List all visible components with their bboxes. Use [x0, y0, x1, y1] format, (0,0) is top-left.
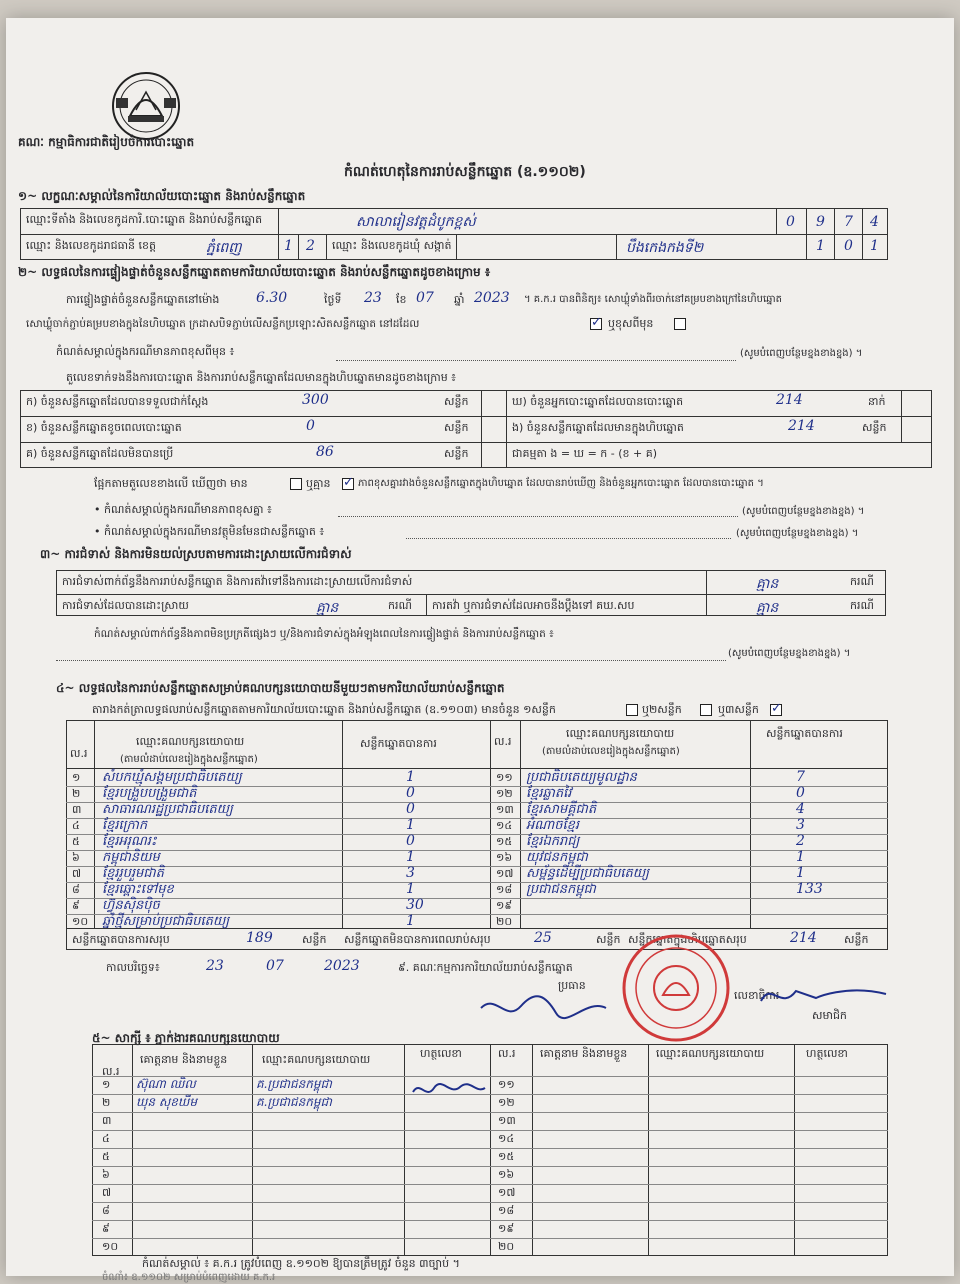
verify-time-label: ការផ្ទៀងផ្ទាត់ចំនួនសន្លឹកឆ្នោតនៅម៉ោង — [66, 293, 220, 306]
verify-text-1: ។ គ.ក.រ បានពិនិត្យ៖ សោឃ្លុំទាំងពីរចាក់នៅគម្របខាងក្រៅនៃហិបឆ្នោត — [524, 294, 782, 305]
member-label: សមាជិក — [812, 1009, 847, 1022]
committee-label: ៩. គណៈកម្មការការិយាល័យរាប់សន្លឹកឆ្នោត — [398, 961, 573, 974]
figures-intro: តួលេខទាក់ទងនឹងការបោះឆ្នោត និងការរាប់សន្លឹកឆ្នោតដែលមានក្នុងហិបឆ្នោតមានដូចខាងក្រោម ៖ — [66, 371, 457, 384]
diff-yes-checkbox[interactable] — [290, 478, 302, 490]
chair-label: ប្រធាន — [558, 979, 586, 992]
inbox-unit: សន្លឹក — [862, 421, 887, 434]
result-party-left: ខ្មែរអរុណរះ — [102, 834, 157, 849]
witness-col-name-right: គោត្តនាម និងនាមខ្លួន — [540, 1047, 628, 1060]
result-votes-right: 4 — [796, 801, 805, 817]
objection-value: គ្មាន — [756, 576, 779, 592]
unused-label: គ) ចំនួនសន្លឹកឆ្នោតដែលមិនបានប្រើ — [26, 447, 174, 460]
result-no-left: ៨ — [72, 883, 80, 896]
witness-col-party-right: ឈ្មោះគណបក្សនយោបាយ — [656, 1047, 765, 1060]
chair-signature — [476, 988, 616, 1028]
results-sheets-intro: តារាងកត់ត្រាលទ្ធផលរាប់សន្លឹកឆ្នោតតាមការិយាល័យបោះឆ្នោត និងរាប់សន្លឹកឆ្នោត (ឧ.១១០៣) មានចំនួន ១សន្លឹក — [92, 703, 556, 716]
result-votes-right: 2 — [796, 833, 805, 849]
unused-value: 86 — [316, 444, 334, 460]
received-unit: សន្លឹក — [444, 395, 469, 408]
result-votes-left: 0 — [406, 785, 415, 801]
witness-no-right: ១៦ — [498, 1168, 515, 1181]
result-votes-right: 1 — [796, 865, 805, 881]
result-votes-left: 1 — [406, 913, 415, 929]
witness-no-right: ១៩ — [498, 1222, 515, 1235]
location-value: សាលារៀនវត្តដំបូកខ្ពស់ — [356, 214, 476, 230]
received-value: 300 — [302, 392, 329, 408]
verify-text-2: សោឃ្លុំចាក់ភ្ជាប់គម្របខាងក្នុងនៃហិបឆ្នោត ក្រដាសបិទភ្ជាប់លើសន្លឹកប្រឡោះសិតសន្លឹកឆ្នោត នៅដដែល — [26, 318, 420, 330]
objection-label: ការជំទាស់ពាក់ព័ន្ធនឹងការរាប់សន្លឹកឆ្នោត និងការតវ៉ាទៅនឹងការដោះស្រាយលើការជំទាស់ — [62, 575, 413, 588]
witness-no-left: ២ — [102, 1096, 111, 1109]
result-votes-left: 0 — [406, 833, 415, 849]
result-party-left: ឆ្នាំថ្មីសម្រាប់ប្រជាធិបតេយ្យ — [102, 914, 230, 929]
diff-note: • កំណត់សម្គាល់ក្នុងករណីមានភាពខុសគ្នា ៖ — [94, 503, 272, 516]
year-label: ឆ្នាំ — [454, 293, 465, 306]
result-party-right: យុវជនកម្ពុជា — [526, 850, 588, 865]
appeal-label: ការតវ៉ា ឬការជំទាស់ដែលអាចនឹងប្តឹងទៅ គឃ.សប — [432, 599, 635, 612]
appeal-unit: ករណី — [850, 599, 874, 612]
col-party-right: ឈ្មោះគណបក្សនយោបាយ — [566, 727, 675, 740]
result-no-left: ១០ — [72, 915, 89, 928]
result-party-left: ខ្មែរឆ្ពោះទៅមុខ — [102, 882, 174, 897]
result-no-right: ១៥ — [496, 835, 513, 848]
objection-unit: ករណី — [850, 575, 874, 588]
witness-no-left: ៩ — [102, 1222, 110, 1235]
national-emblem-icon — [110, 70, 182, 142]
col-party-left: ឈ្មោះគណបក្សនយោបាយ — [136, 735, 245, 748]
resolved-unit: ករណី — [388, 599, 412, 612]
result-no-right: ១៦ — [496, 851, 513, 864]
result-no-right: ១៨ — [496, 883, 513, 896]
witness-no-right: ១៤ — [498, 1132, 515, 1145]
invalid-unit: សន្លឹក — [596, 933, 621, 946]
section3-heading: ៣~ ការជំទាស់ និងការមិនយល់ស្របតាមការដោះស្រាយលើការជំទាស់ — [40, 547, 352, 561]
diff-note-label: កំណត់សម្គាល់ក្នុងករណីមានភាពខុសពីមុន ៖ — [56, 345, 235, 358]
result-no-left: ៧ — [72, 867, 82, 880]
section5-heading: ៥~ សាក្សី ៖ ភ្នាក់ងារគណបក្សនយោបាយ — [92, 1031, 280, 1045]
month-label: ខែ — [396, 293, 407, 306]
diff-no-checkbox[interactable] — [342, 478, 354, 490]
three-sheets-checkbox[interactable] — [770, 704, 782, 716]
witness-no-left: ១ — [102, 1078, 111, 1091]
inbox-label: ង) ចំនួនសន្លឹកឆ្នោតដែលមានក្នុងហិបឆ្នោត — [512, 421, 684, 434]
commune-label: ឈ្មោះ និងលេខកូដឃុំ សង្កាត់ — [332, 239, 452, 252]
witness-no-left: ៣ — [102, 1114, 112, 1127]
result-party-right: ខ្មែរសាមគ្គីជាតិ — [526, 802, 597, 817]
result-votes-left: 0 — [406, 801, 415, 817]
day-label: ថ្ងៃទី — [324, 293, 342, 306]
box-total: 214 — [790, 930, 817, 946]
form-title: កំណត់ហេតុនៃការរាប់សន្លឹកឆ្នោត (ឧ.១១០២) — [344, 164, 586, 180]
witness-no-left: ៥ — [102, 1150, 110, 1163]
result-votes-right: 3 — [796, 817, 805, 833]
col-party-sub-left: (តាមលំដាប់លេខរៀងក្នុងសន្លឹកឆ្នោត) — [120, 754, 258, 765]
witness-col-no-left: ល.រ — [102, 1065, 120, 1078]
witness-no-left: ៨ — [102, 1204, 110, 1217]
resolved-label: ការជំទាស់ដែលបានដោះស្រាយ — [62, 599, 189, 612]
spoiled-label: ខ) ចំនួនសន្លឹកឆ្នោតខូចពេលបោះឆ្នោត — [26, 421, 182, 434]
result-party-right: ប្រជាធិបតេយ្យមូលដ្ឋាន — [526, 770, 637, 785]
result-no-left: ៦ — [72, 851, 80, 864]
one-sheet-checkbox[interactable] — [626, 704, 638, 716]
invalid-total: 25 — [534, 930, 552, 946]
witness-name: ឃុន សុខឃីម — [136, 1095, 197, 1109]
province-value: ភ្នំពេញ — [206, 240, 242, 256]
location-code-1: 0 — [786, 214, 795, 230]
voters-value: 214 — [776, 392, 803, 408]
date-day: 23 — [206, 958, 224, 974]
result-no-left: ១ — [72, 771, 81, 784]
appeal-value: គ្មាន — [756, 600, 779, 616]
ballot-count-form — [6, 18, 954, 1283]
date-month: 07 — [266, 958, 284, 974]
result-votes-left: 30 — [406, 897, 424, 913]
result-party-right: ខ្មែរឯករាជ្យ — [526, 834, 580, 849]
col-party-sub-right: (តាមលំដាប់លេខរៀងក្នុងសន្លឹកឆ្នោត) — [542, 746, 680, 757]
three-sheets-label: ឬ៣សន្លឹក — [718, 703, 759, 716]
province-code-1: 1 — [284, 238, 293, 254]
witness-col-no-right: ល.រ — [498, 1047, 516, 1060]
col-no-right: ល.រ — [494, 735, 512, 748]
witness-party: គ.ប្រជាជនកម្ពុជា — [256, 1077, 332, 1091]
result-no-left: ៣ — [72, 803, 82, 816]
voters-label: ឃ) ចំនួនអ្នកបោះឆ្នោតដែលបានបោះឆ្នោត — [512, 395, 684, 408]
col-votes-left: សន្លឹកឆ្នោតបានការ — [360, 737, 437, 750]
fill-note-2: (សូមបំពេញបន្ថែមខ្នងខាងខ្នង) ។ — [742, 506, 865, 517]
result-no-right: ១៤ — [496, 819, 513, 832]
bottom-note: ចំណាំ៖ ឧ.១១០២ សម្រាប់បំពេញដោយ គ.ក.រ — [102, 1272, 276, 1283]
irregularity-note: កំណត់សម្គាល់ពាក់ព័ន្ធនឹងភាពមិនប្រក្រតីផ្សេងៗ ឬ/និងការជំទាស់ក្នុងអំឡុងពេលនៃការផ្ទៀងផ្ទាត់ និងការរាប់សន្លឹកឆ្នោត ៖ — [94, 628, 554, 640]
foreign-object-note: • កំណត់សម្គាល់ក្នុងករណីមានវត្ថុមិនមែនជាសន្លឹកឆ្នោត ៖ — [94, 525, 325, 538]
result-party-left: ខ្មែរក្រោក — [102, 818, 148, 833]
commune-code-3: 1 — [870, 238, 879, 254]
result-votes-left: 1 — [406, 817, 415, 833]
witness-col-party-left: ឈ្មោះគណបក្សនយោបាយ — [262, 1053, 371, 1066]
verify-day: 23 — [364, 290, 382, 306]
result-no-right: ១២ — [496, 787, 513, 800]
resolved-value: គ្មាន — [316, 600, 339, 616]
result-party-left: ខ្មែររួបរួមជាតិ — [102, 866, 164, 881]
witness-col-sig-left: ហត្ថលេខា — [420, 1047, 462, 1060]
valid-total-label: សន្លឹកឆ្នោតបានការសរុប — [72, 933, 170, 946]
result-no-right: ១៧ — [496, 867, 514, 880]
result-votes-right: 1 — [796, 849, 805, 865]
commune-value: បឹងកេងកងទី២ — [626, 240, 704, 256]
col-no-left: ល.រ — [70, 747, 88, 760]
result-votes-right: 0 — [796, 785, 805, 801]
spoiled-unit: សន្លឹក — [444, 421, 469, 434]
col-votes-right: សន្លឹកឆ្នោតបានការ — [766, 727, 843, 740]
witness-party: គ.ប្រជាជនកម្ពុជា — [256, 1095, 332, 1109]
spoiled-value: 0 — [306, 418, 315, 434]
two-sheets-label: ឬ២សន្លឹក — [642, 703, 682, 716]
official-stamp — [621, 933, 731, 1043]
verify-month: 07 — [416, 290, 434, 306]
witness-no-right: ២០ — [498, 1240, 515, 1253]
province-code-2: 2 — [306, 238, 315, 254]
date-label: កាលបរិច្ឆេទ៖ — [106, 961, 160, 974]
result-party-right: អំណាចខ្មែរ — [526, 818, 580, 833]
verify-time: 6.30 — [256, 290, 288, 306]
diff-no-label: ឬគ្មាន — [306, 477, 331, 490]
fill-note-3: (សូមបំពេញបន្ថែមខ្នងខាងខ្នង) ។ — [736, 528, 859, 539]
valid-unit: សន្លឹក — [302, 933, 327, 946]
result-no-left: ២ — [72, 787, 81, 800]
witness-no-right: ១១ — [498, 1078, 515, 1091]
diff-text: ភាពខុសគ្នារវាងចំនួនសន្លឹកឆ្នោតក្នុងហិបឆ្នោត ដែលបានរាប់ឃើញ និងចំនួនអ្នកបោះឆ្នោត ដែលបានបោះឆ្នោត ។ — [358, 478, 764, 489]
secretary-signature — [756, 976, 896, 1016]
result-party-right: សម្ព័ន្ធដើម្បីប្រជាធិបតេយ្យ — [526, 866, 650, 881]
footnote: កំណត់សម្គាល់ ៖ គ.ក.រ ត្រូវបំពេញ ឧ.១១០២ ឱ្យបានត្រឹមត្រូវ ចំនួន ៣ច្បាប់ ។ — [142, 1257, 460, 1270]
invalid-total-label: សន្លឹកឆ្នោតមិនបានការពេលរាប់សរុប — [344, 933, 491, 946]
result-party-left: សំបកឃ្មុំសង្គមប្រជាធិបតេយ្យ — [102, 770, 242, 785]
result-party-left: ខ្មែរបង្រួបបង្រួមជាតិ — [102, 786, 197, 801]
result-votes-left: 1 — [406, 769, 415, 785]
secretary-label: លេខាធិការ — [734, 989, 780, 1002]
verify-year: 2023 — [474, 290, 510, 306]
unused-unit: សន្លឹក — [444, 447, 469, 460]
box-unit: សន្លឹក — [844, 933, 869, 946]
witness-no-right: ១៧ — [498, 1186, 516, 1199]
result-party-left: ហ៊្វុនស៊ិនប៉ិច — [102, 898, 160, 913]
commune-code-2: 0 — [844, 238, 853, 254]
result-no-left: ៤ — [72, 819, 80, 832]
witness-no-right: ១៨ — [498, 1204, 515, 1217]
formula: ជាគម្មតា ង = ឃ = ក - (ខ + គ) — [512, 447, 657, 460]
witness-name: ស៊ុណា ឈិល — [136, 1077, 196, 1091]
location-code-3: 7 — [844, 214, 853, 230]
result-no-left: ៩ — [72, 899, 80, 912]
province-label: ឈ្មោះ និងលេខកូដរាជធានី ខេត្ត — [26, 239, 156, 252]
result-no-right: ២០ — [496, 915, 513, 928]
result-party-right: ប្រជាជនកម្ពុជា — [526, 882, 596, 897]
fill-note-4: (សូមបំពេញបន្ថែមខ្នងខាងខ្នង) ។ — [728, 648, 851, 659]
valid-total: 189 — [246, 930, 273, 946]
voters-unit: នាក់ — [868, 395, 886, 408]
result-no-right: ១១ — [496, 771, 513, 784]
fill-note-1: (សូមបំពេញបន្ថែមខ្នងខាងខ្នង) ។ — [740, 348, 863, 359]
location-code-2: 9 — [816, 214, 825, 230]
witness-col-name-left: គោត្តនាម និងនាមខ្លួន — [140, 1053, 228, 1066]
section4-heading: ៤~ លទ្ធផលនៃការរាប់សន្លឹកឆ្នោតសម្រាប់គណបក្សនយោបាយនីមួយៗតាមការិយាល័យរាប់សន្លឹកឆ្នោត — [56, 681, 505, 695]
box-total-label: សន្លឹកឆ្នោតក្នុងហិបឆ្នោតសរុប — [628, 933, 747, 946]
date-year: 2023 — [324, 958, 360, 974]
location-code-4: 4 — [870, 214, 879, 230]
authority-name: គណៈ កម្មាធិការជាតិរៀបចំការបោះឆ្នោត — [18, 135, 195, 149]
inbox-value: 214 — [788, 418, 815, 434]
received-label: ក) ចំនួនសន្លឹកឆ្នោតដែលបានទទួលជាក់ស្តែង — [26, 395, 209, 408]
result-party-right: ខ្មែរឆ្លាតវៃ — [526, 786, 572, 801]
result-no-left: ៥ — [72, 835, 80, 848]
commune-code-1: 1 — [816, 238, 825, 254]
witness-no-left: ៦ — [102, 1168, 110, 1181]
location-label: ឈ្មោះទីតាំង និងលេខកូដការិ.បោះឆ្នោត និងរាប់សន្លឹកឆ្នោត — [26, 213, 263, 226]
changed-checkbox[interactable] — [674, 318, 686, 330]
two-sheets-checkbox[interactable] — [700, 704, 712, 716]
result-no-right: ១៩ — [496, 899, 513, 912]
section1-heading: ១~ លក្ខណៈសម្គាល់នៃការិយាល័យបោះឆ្នោត និងរាប់សន្លឹកឆ្នោត — [18, 189, 306, 203]
witness-no-right: ១២ — [498, 1096, 515, 1109]
result-votes-left: 1 — [406, 881, 415, 897]
witness-no-left: ៤ — [102, 1132, 110, 1145]
intact-checkbox[interactable] — [590, 318, 602, 330]
diff-yes-label: ផ្អែកតាមតួលេខខាងលើ ឃើញថា មាន — [94, 477, 248, 490]
section2-heading: ២~ លទ្ធផលនៃការផ្ទៀងផ្ទាត់ចំនួនសន្លឹកឆ្នោតតាមការិយាល័យបោះឆ្នោត និងរាប់សន្លឹកឆ្នោតដូចខាងក្រោម ៖ — [18, 265, 491, 279]
witness-no-right: ១៣ — [498, 1114, 516, 1127]
witness-no-left: ១០ — [102, 1240, 119, 1253]
witness-col-sig-right: ហត្ថលេខា — [806, 1047, 848, 1060]
result-party-left: សាធារណរដ្ឋប្រជាធិបតេយ្យ — [102, 802, 233, 817]
result-votes-right: 7 — [796, 769, 805, 785]
changed-label: ឬខុសពីមុន — [608, 317, 654, 330]
result-votes-left: 1 — [406, 849, 415, 865]
result-votes-right: 133 — [796, 881, 823, 897]
witness-no-right: ១៥ — [498, 1150, 515, 1163]
witness-no-left: ៧ — [102, 1186, 112, 1199]
result-votes-left: 3 — [406, 865, 415, 881]
result-no-right: ១៣ — [496, 803, 514, 816]
result-party-left: កម្ពុជានិយម — [102, 850, 160, 865]
witness-signature — [410, 1078, 488, 1102]
